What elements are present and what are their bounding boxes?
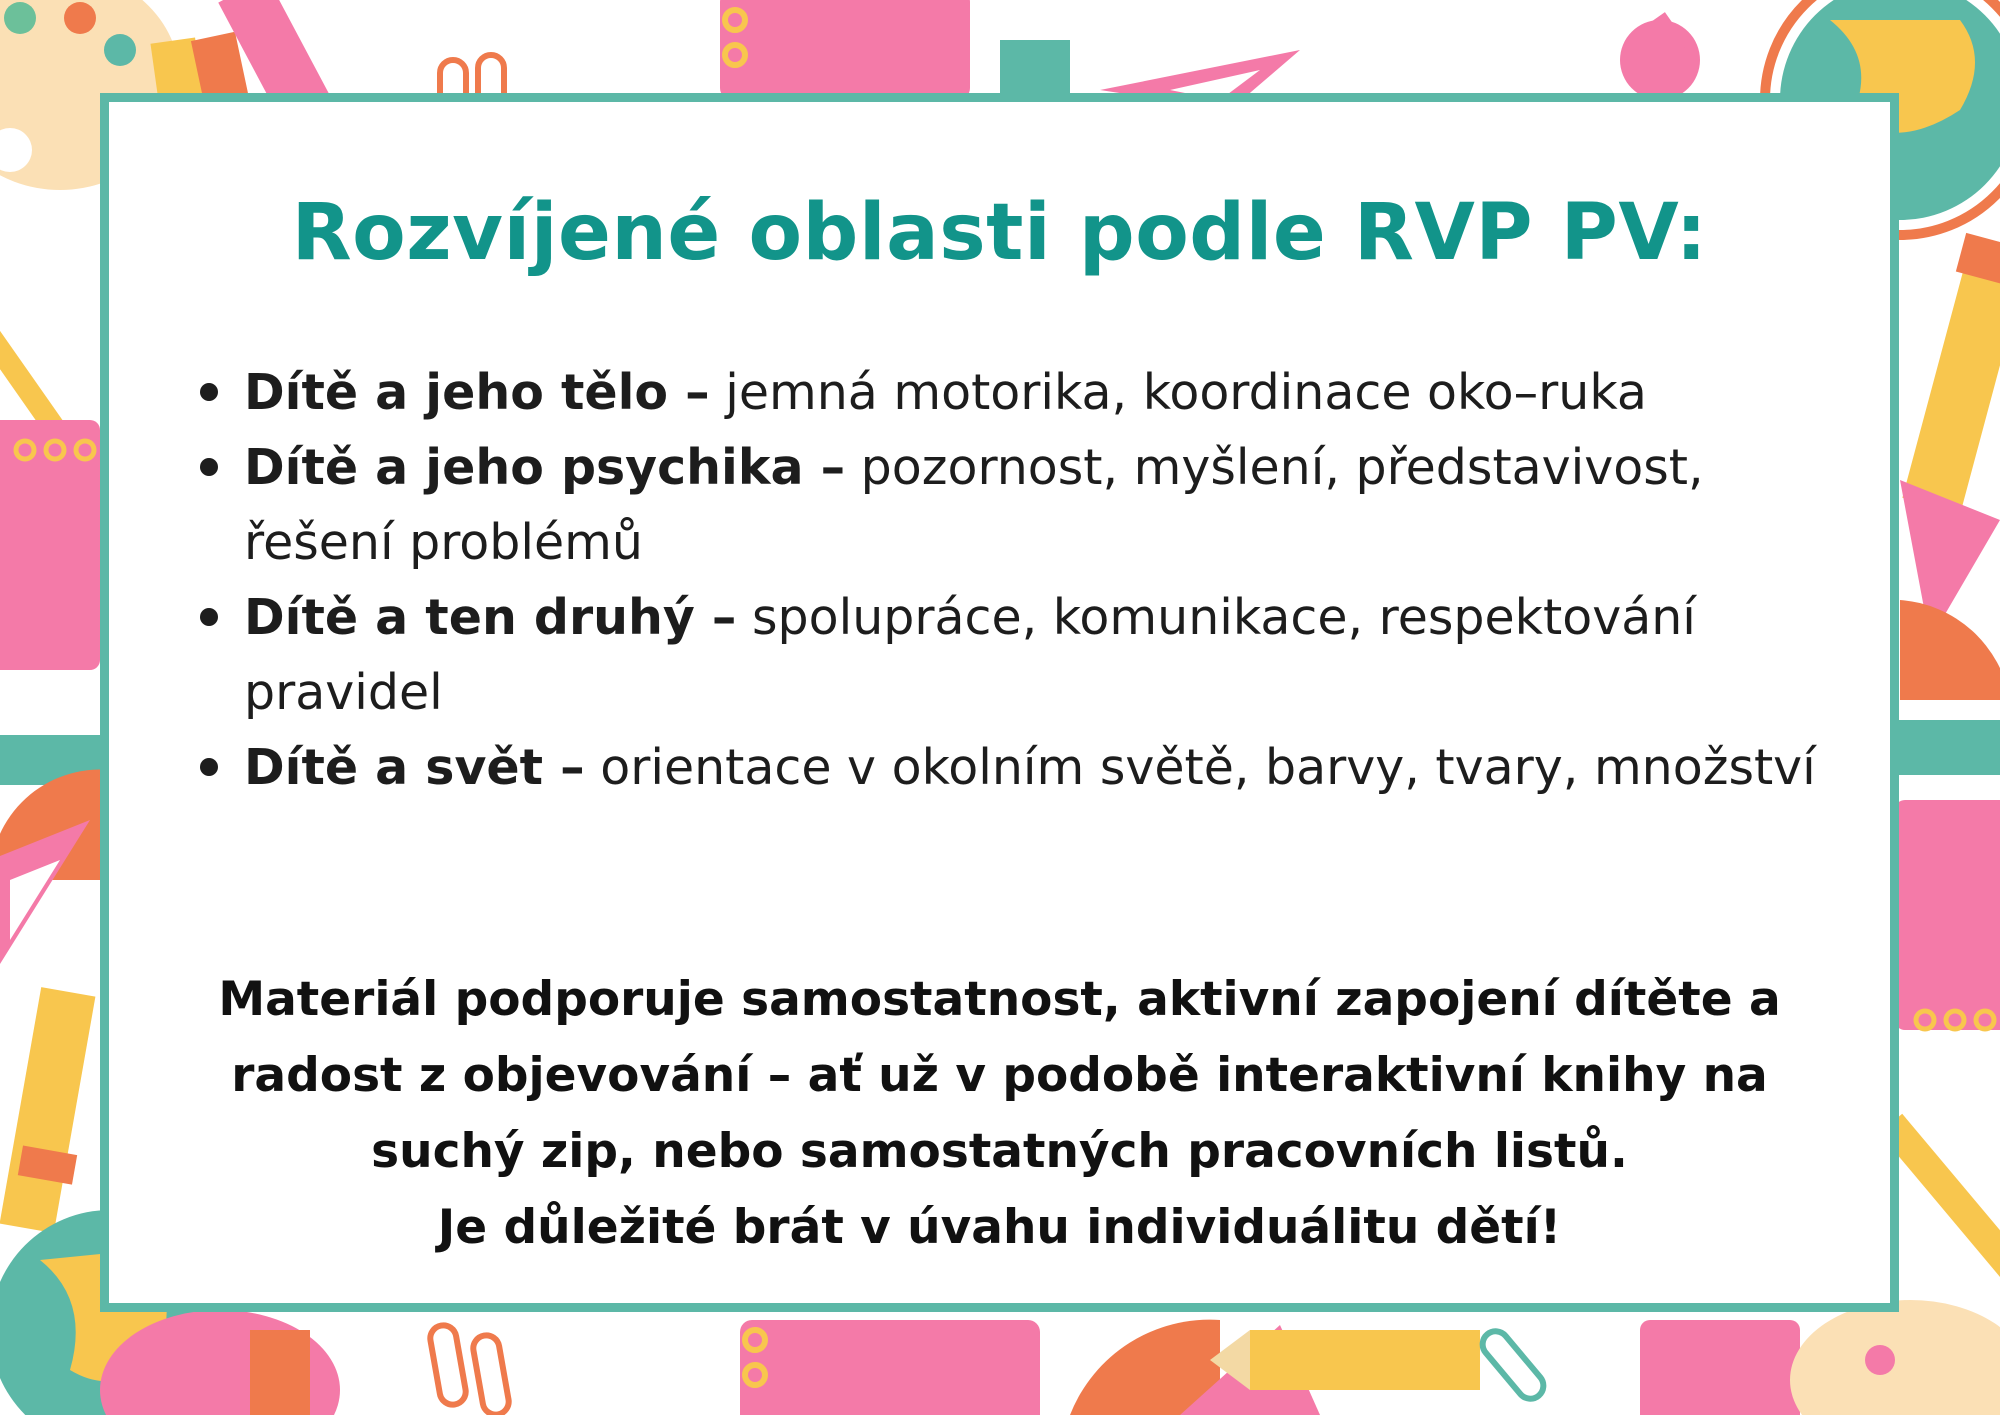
list-item (244, 430, 1864, 580)
area-label: Dítě a jeho tělo – (244, 364, 710, 421)
closing-note (169, 962, 1830, 1266)
list-item (244, 355, 1864, 430)
area-text: spolupráce, komunikace, respektování pravidel (244, 589, 1696, 721)
pencil-icon (1902, 233, 2000, 513)
bullet-icon (200, 383, 218, 401)
paperclip-icon (428, 1323, 510, 1415)
bullet-icon (200, 608, 218, 626)
bullet-icon (200, 758, 218, 776)
pencil-icon (1210, 1330, 1480, 1390)
page-title: Rozvíjené oblasti podle RVP PV: (291, 188, 1708, 278)
development-areas-list (244, 355, 1864, 805)
area-text: pozornost, myšlení, představivost, řešení problémů (244, 439, 1704, 571)
note-line: Je důležité brát v úvahu individuálitu dětí! (437, 1200, 1562, 1255)
ruler-icon (1895, 720, 2000, 775)
area-label: Dítě a svět – (244, 739, 585, 796)
area-text: jemná motorika, koordinace oko–ruka (725, 364, 1647, 421)
note-line: suchý zip, nebo samostatných pracovních listů. (371, 1124, 1628, 1179)
notebook-icon (1895, 800, 2000, 1030)
area-text: orientace v okolním světě, barvy, tvary, množství (600, 739, 1816, 796)
bullet-icon (200, 458, 218, 476)
area-label: Dítě a jeho psychika – (244, 439, 846, 496)
notebook-icon (0, 420, 100, 670)
area-label: Dítě a ten druhý – (244, 589, 737, 646)
note-line: Materiál podporuje samostatnost, aktivní zapojení dítěte a (218, 972, 1781, 1027)
content-card (100, 93, 1899, 1312)
paperclip-icon (1477, 1326, 1548, 1404)
protractor-icon (0, 770, 110, 980)
palette-icon (1790, 1300, 2000, 1415)
list-item (244, 730, 1864, 805)
push-pin-icon (1620, 12, 1700, 100)
note-line: radost z objevování – ať už v podobě interaktivní knihy na (231, 1048, 1768, 1103)
triangle-ruler-icon (1900, 480, 2000, 700)
notebook-icon (740, 1320, 1040, 1415)
list-item (244, 580, 1864, 730)
pencil-icon (0, 987, 95, 1233)
notebook-icon (720, 0, 970, 100)
notebook-icon (1640, 1320, 1800, 1415)
